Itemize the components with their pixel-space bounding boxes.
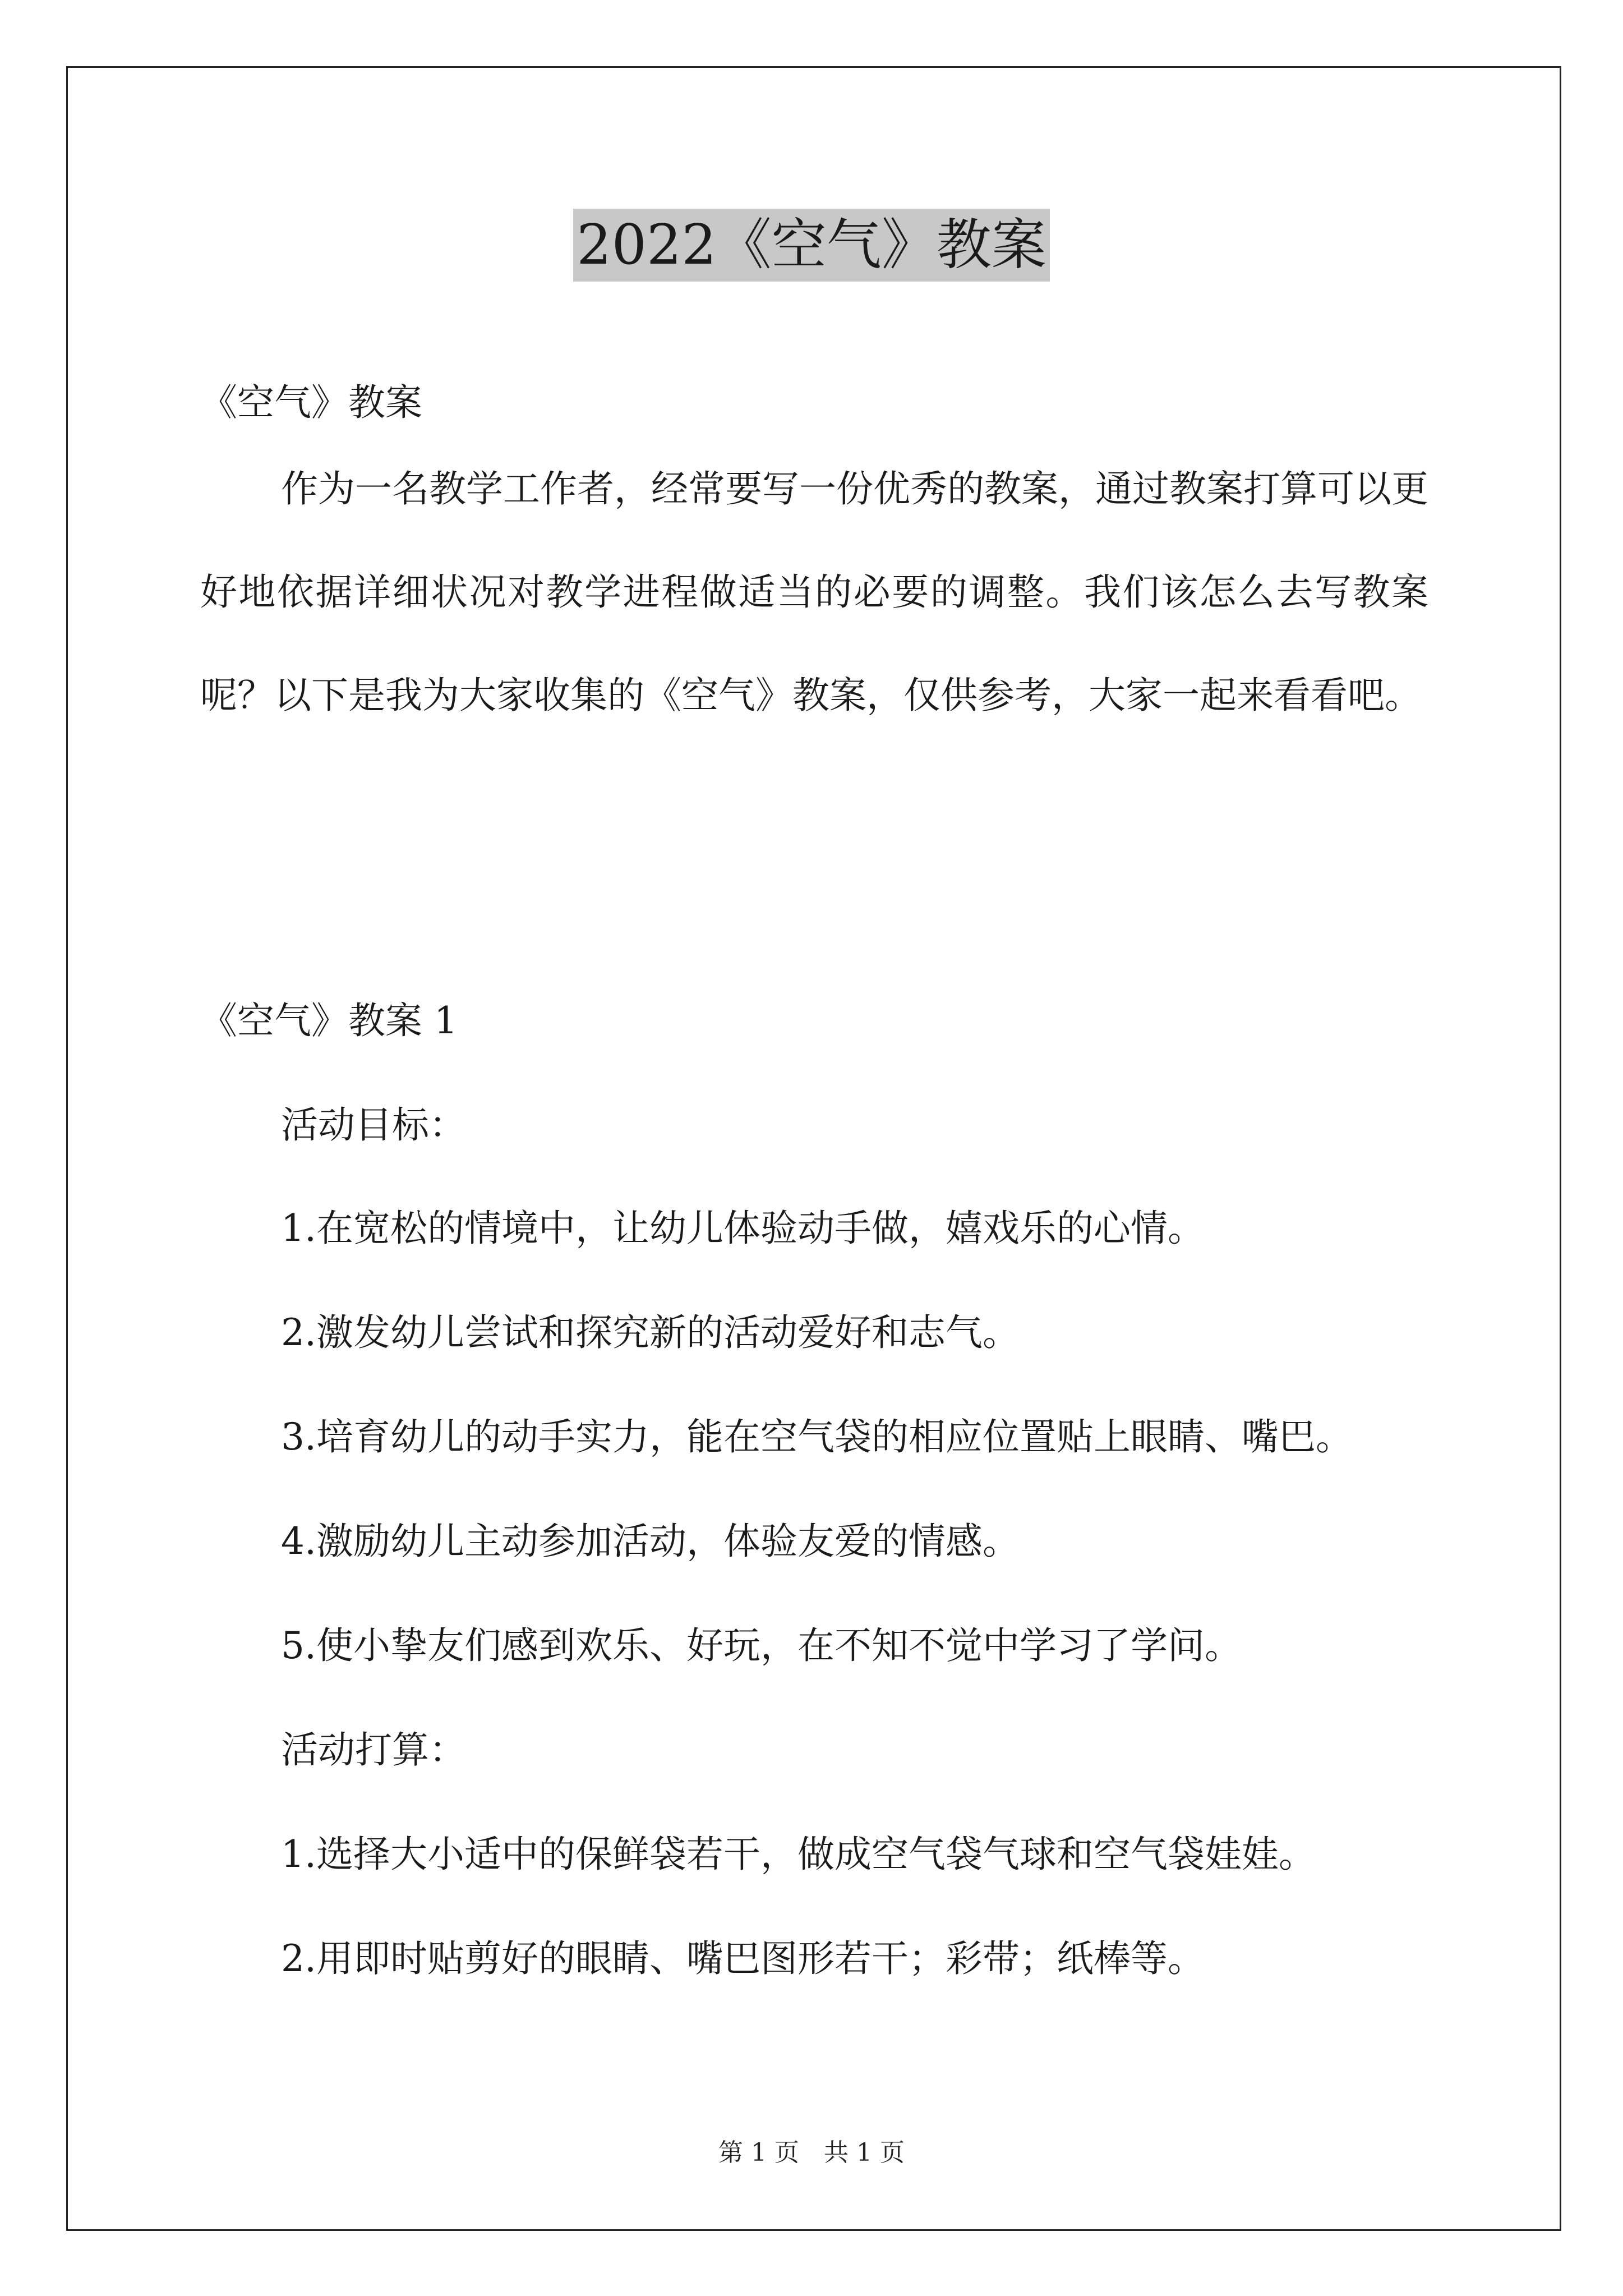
prep-heading: 活动打算： bbox=[281, 1728, 466, 1772]
goal-item: 2.激发幼儿尝试和探究新的活动爱好和志气。 bbox=[281, 1311, 1020, 1354]
document-subtitle: 《空气》教案 bbox=[200, 381, 422, 424]
goals-heading: 活动目标： bbox=[281, 1103, 466, 1147]
goal-item: 1.在宽松的情境中，让幼儿体验动手做，嬉戏乐的心情。 bbox=[281, 1207, 1205, 1250]
page-footer: 第 1 页 共 1 页 bbox=[718, 2138, 905, 2167]
prep-item: 2.用即时贴剪好的眼睛、嘴巴图形若干；彩带；纸棒等。 bbox=[281, 1937, 1205, 1980]
prep-item: 1.选择大小适中的保鲜袋若干，做成空气袋气球和空气袋娃娃。 bbox=[281, 1833, 1316, 1876]
document-title bbox=[0, 203, 1623, 287]
document-title-text: 2022《空气》教案 bbox=[573, 209, 1049, 282]
section-title: 《空气》教案 1 bbox=[200, 999, 458, 1042]
goal-item: 5.使小挚友们感到欢乐、好玩，在不知不觉中学习了学问。 bbox=[281, 1624, 1242, 1667]
intro-paragraph: 作为一名教学工作者，经常要写一份优秀的教案，通过教案打算可以更好地依据详细状况对教学进程做适当的必要的调整。我们该怎么去写教案呢？以下是我为大家收集的《空气》教案，仅供参考，大家一起来看看吧。 bbox=[200, 467, 1428, 717]
goal-item: 3.培育幼儿的动手实力，能在空气袋的相应位置贴上眼睛、嘴巴。 bbox=[281, 1415, 1353, 1458]
goal-item: 4.激励幼儿主动参加活动，体验友爱的情感。 bbox=[281, 1520, 1020, 1563]
